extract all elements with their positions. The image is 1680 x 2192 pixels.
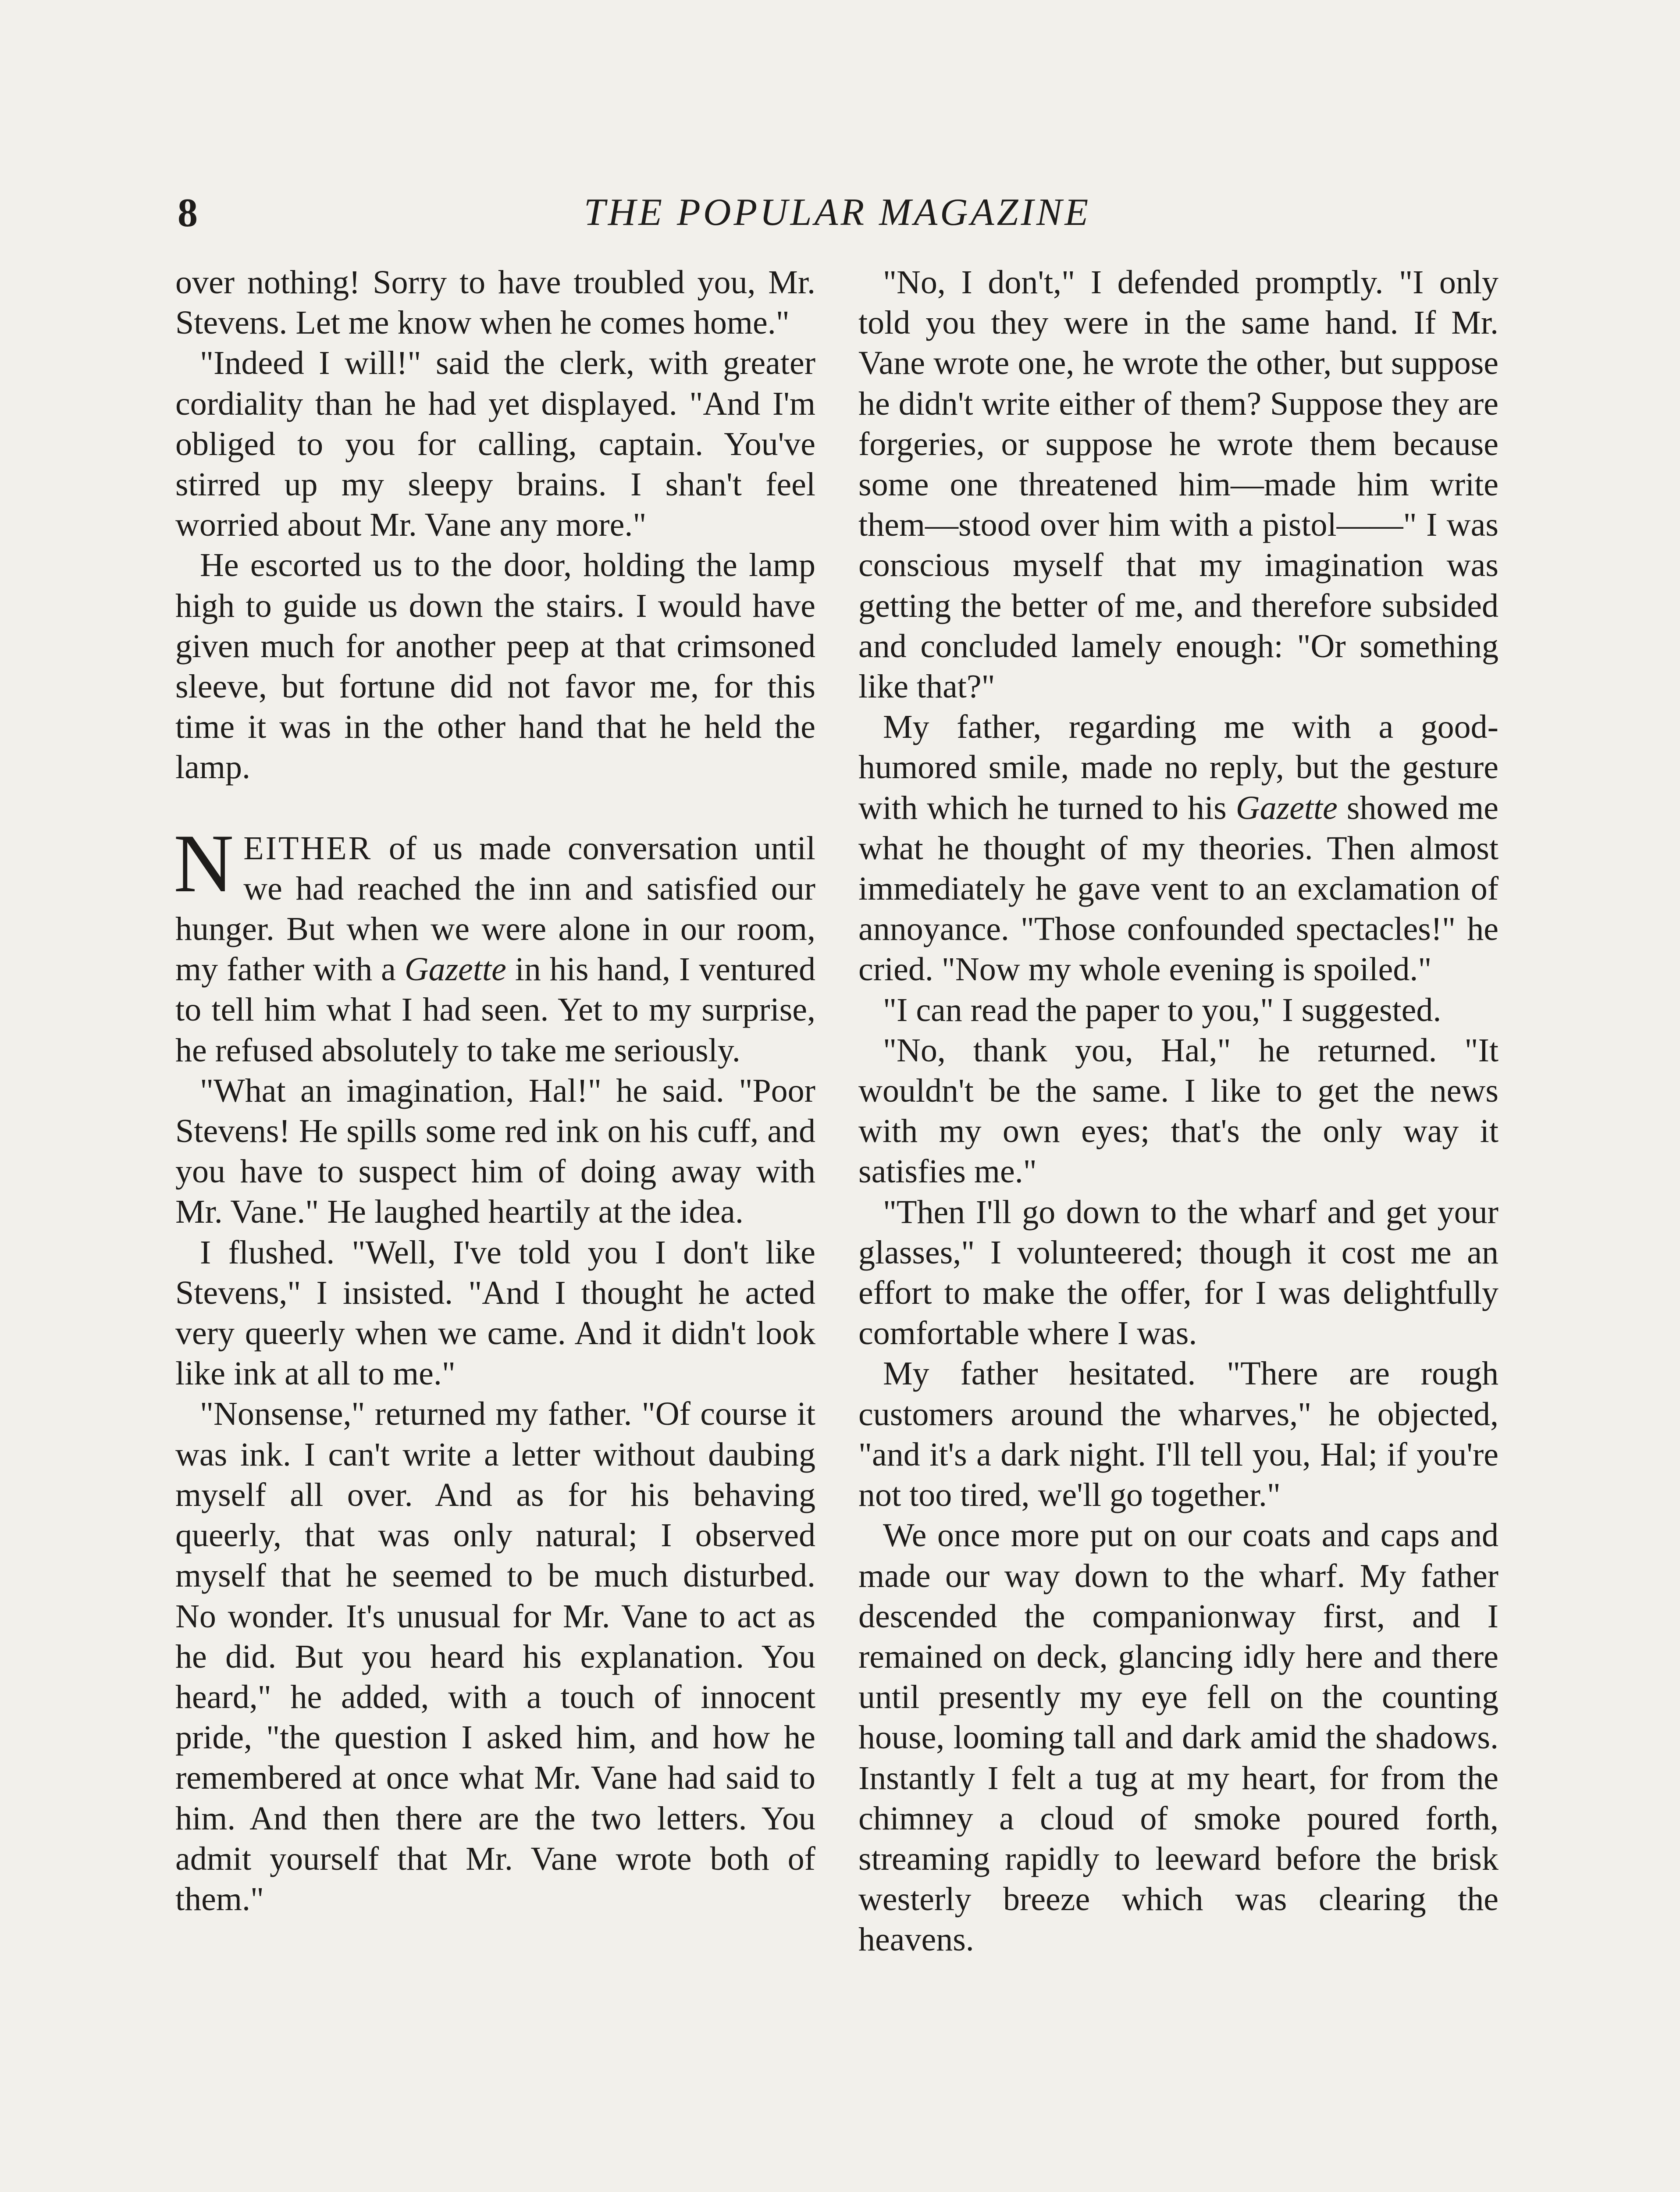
italic-title: Gazette bbox=[404, 951, 506, 988]
paragraph: "Then I'll go down to the wharf and get your glasses," I volunteered; though it cost me an effort to make the offer, for I was delightfully comfortable where I was. bbox=[858, 1193, 1498, 1352]
paragraph: "Indeed I will!" said the clerk, with greater cordiality than he had yet displayed. "And I'm obliged to you for calling, captain. You've stirred up my sleepy brains. I shan't feel worried about Mr. Vane any more." bbox=[175, 345, 815, 544]
paragraph: I flushed. "Well, I've told you I don't like Stevens," I insisted. "And I thought he acted very queerly when we came. And it didn't look like ink at all to me." bbox=[175, 1234, 815, 1392]
paragraph: over nothing! Sorry to have troubled you, Mr. Stevens. Let me know when he comes home." bbox=[175, 264, 815, 342]
paragraph: "Nonsense," returned my father. "Of course it was ink. I can't write a letter without daubing myself all over. And as for his behaving queerly, that was only natural; I observed myself that he seemed to be much disturbed. No wonder. It's unusual for Mr. Vane to act as he did. But you heard his explanation. You heard," he added, with a touch of innocent pride, "the question I asked him, and how he remembered at once what Mr. Vane had said to him. And then there are the two letters. You admit yourself that Mr. Vane wrote both of them." bbox=[175, 1395, 815, 1918]
paragraph-text: showed me what he thought of my theories. Then almost immediately he gave vent to an exclamation of annoyance. "Those confounded spectacles!" he cried. "Now my whole evening is spoiled." bbox=[858, 789, 1498, 988]
paragraph-text: My father, regarding me with a good-humored smile, made no reply, but the gesture with which he turned to his bbox=[858, 708, 1498, 826]
left-column bbox=[175, 262, 815, 1919]
paragraph-text: in his hand, I ventured to tell him what I had seen. Yet to my surprise, he refused absolutely to take me seriously. bbox=[175, 951, 815, 1069]
paragraph bbox=[858, 707, 1498, 989]
right-column bbox=[858, 262, 1498, 1960]
paragraph: He escorted us to the door, holding the lamp high to guide us down the stairs. I would have given much for another peep at that crimsoned sleeve, but fortune did not favor me, for this time it was in the other hand that he held the lamp. bbox=[175, 547, 815, 786]
italic-title: Gazette bbox=[1235, 789, 1338, 826]
small-caps-lead: EITHER bbox=[243, 829, 373, 867]
paragraph-text: of us made conversation until we had reached the inn and satisfied our hunger. But when we were alone in our room, my father with a bbox=[175, 829, 815, 988]
page-header bbox=[178, 184, 1497, 241]
paragraph: "No, thank you, Hal," he returned. "It wouldn't be the same. I like to get the news with my own eyes; that's the only way it satisfies me." bbox=[858, 1032, 1498, 1190]
drop-cap: N bbox=[174, 817, 234, 910]
paragraph: My father hesitated. "There are rough customers around the wharves," he objected, "and it's a dark night. I'll tell you, Hal; if you're not too tired, we'll go together." bbox=[858, 1355, 1498, 1514]
paragraph: "I can read the paper to you," I suggested. bbox=[883, 991, 1442, 1028]
paragraph: We once more put on our coats and caps and made our way down to the wharf. My father descended the companionway first, and I remained on deck, glancing idly here and there until presently my eye fell on the counting house, looming tall and dark amid the shadows. Instantly I felt a tug at my heart, for from the chimney a cloud of smoke poured forth, streaming rapidly to leeward before the brisk westerly breeze which was clearing the heavens. bbox=[858, 1517, 1498, 1958]
paragraph: "No, I don't," I defended promptly. "I only told you they were in the same hand. If Mr. Vane wrote one, he wrote the other, but suppose he didn't write either of them? Suppose they are forgeries, or suppose he wrote them because some one threatened him—made him write them—stood over him with a pistol——" I was conscious myself that my imagination was getting the better of me, and therefore subsided and concluded lamely enough: "Or something like that?" bbox=[858, 264, 1498, 705]
paragraph: "What an imagination, Hal!" he said. "Poor Stevens! He spills some red ink on his cuff, and you have to suspect him of doing away with Mr. Vane." He laughed heartily at the idea. bbox=[175, 1072, 815, 1231]
running-head: THE POPULAR MAGAZINE bbox=[584, 191, 1091, 234]
section-opening-paragraph bbox=[174, 817, 815, 1071]
page-number: 8 bbox=[178, 190, 198, 235]
